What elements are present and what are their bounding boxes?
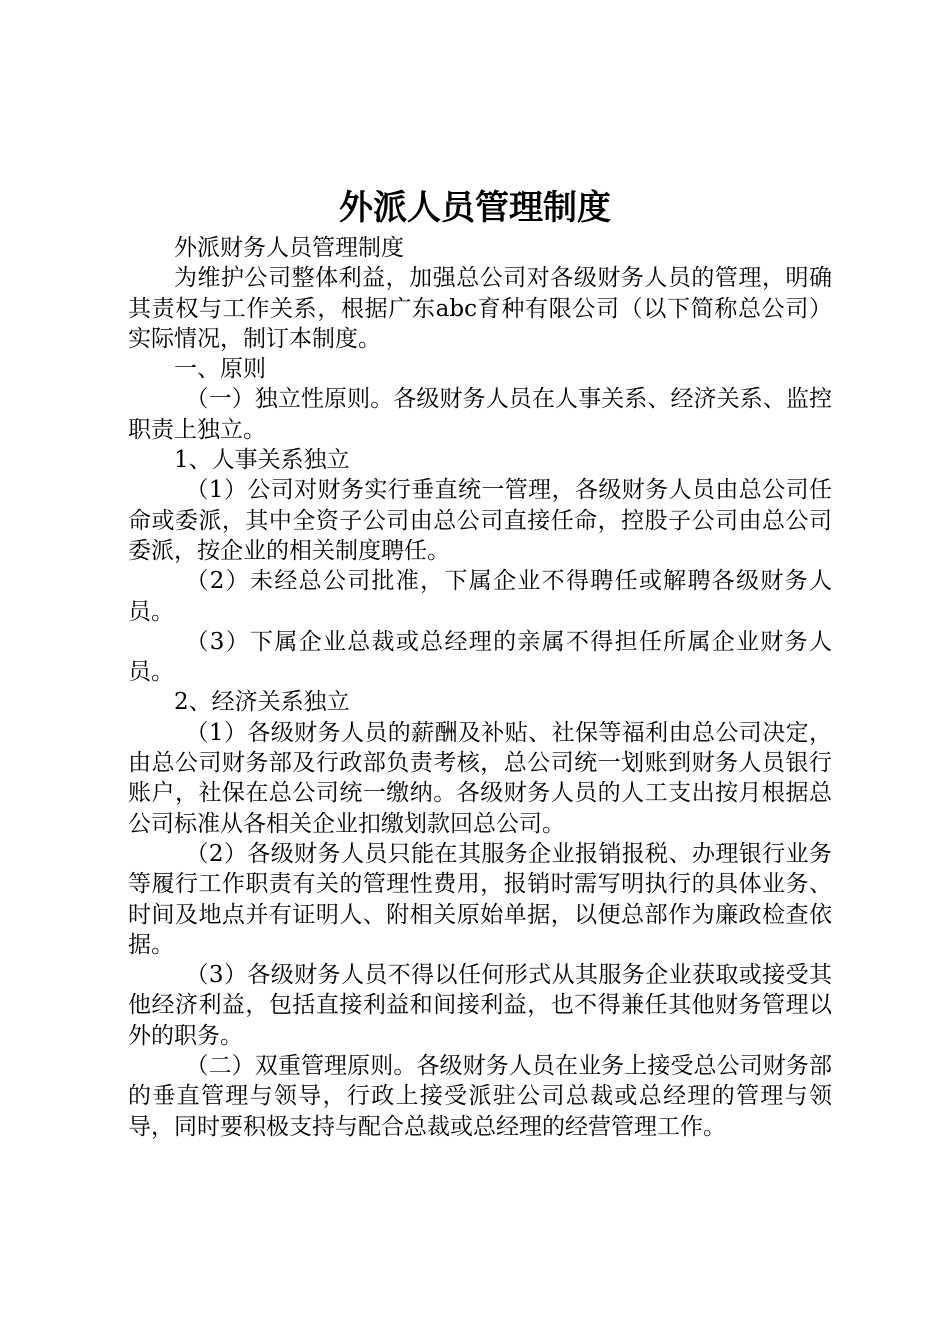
document-title: 外派人员管理制度 <box>339 188 611 228</box>
clause-paragraph: （2）未经总公司批准，下属企业不得聘任或解聘各级财务人员。 <box>128 568 832 625</box>
section-heading-principles: 一、原则 <box>174 356 266 383</box>
subsection-heading-economic: 2、经济关系独立 <box>174 689 350 716</box>
subsection-heading-personnel: 1、人事关系独立 <box>174 447 350 474</box>
clause-paragraph: （3）下属企业总裁或总经理的亲属不得担任所属企业财务人员。 <box>128 628 832 686</box>
clause-paragraph: （3）各级财务人员不得以任何形式从其服务企业获取或接受其他经济利益，包括直接利益和间接利益，也不得兼任其他财务管理以外的职务。 <box>128 962 832 1049</box>
document-body <box>128 233 832 1142</box>
independence-principle-paragraph: （一）独立性原则。各级财务人员在人事关系、经济关系、监控职责上独立。 <box>128 386 832 443</box>
clause-paragraph: （2）各级财务人员只能在其服务企业报销报税、办理银行业务等履行工作职责有关的管理性费用，报销时需写明执行的具体业务、时间及地点并有证明人、附相关原始单据，以便总部作为廉政检查依据。 <box>128 840 832 958</box>
subtitle-paragraph: 外派财务人员管理制度 <box>174 235 404 261</box>
clause-paragraph: （1）公司对财务实行垂直统一管理，各级财务人员由总公司任命或委派，其中全资子公司由总公司直接任命，控股子公司由总公司委派，按企业的相关制度聘任。 <box>128 477 832 564</box>
intro-paragraph: 为维护公司整体利益，加强总公司对各级财务人员的管理，明确其责权与工作关系，根据广东abc育种有限公司（以下简称总公司）实际情况，制订本制度。 <box>128 265 832 352</box>
dual-management-principle-paragraph: （二）双重管理原则。各级财务人员在业务上接受总公司财务部的垂直管理与领导，行政上接受派驻公司总裁或总经理的管理与领导，同时要积极支持与配合总裁或总经理的经营管理工作。 <box>128 1053 832 1140</box>
clause-paragraph: （1）各级财务人员的薪酬及补贴、社保等福利由总公司决定，由总公司财务部及行政部负责考核，总公司统一划账到财务人员银行账户，社保在总公司统一缴纳。各级财务人员的人工支出按月根据总公司标准从各相关企业扣缴划款回总公司。 <box>128 719 832 837</box>
